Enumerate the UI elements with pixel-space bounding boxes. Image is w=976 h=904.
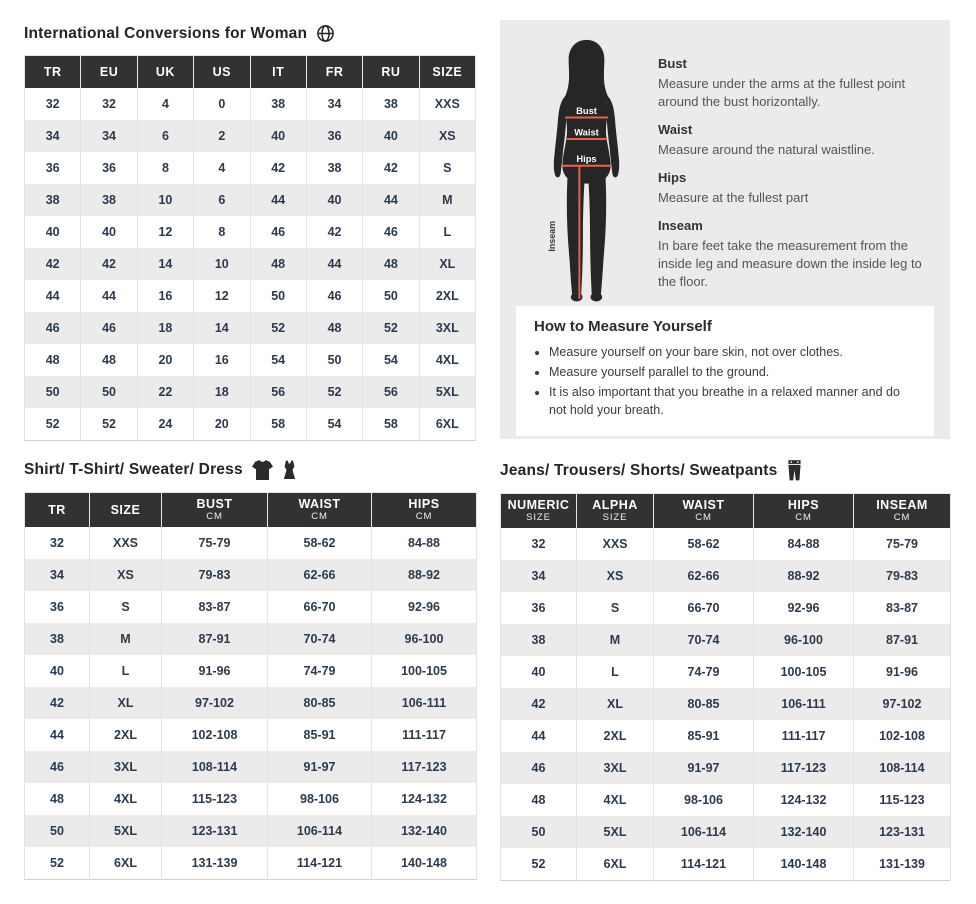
table-cell: XL	[90, 687, 162, 719]
table-cell: 70-74	[654, 624, 754, 656]
table-cell: 79-83	[854, 560, 951, 592]
table-cell: 80-85	[654, 688, 754, 720]
table-cell: 2XL	[90, 719, 162, 751]
column-header: WAIST CM	[268, 493, 372, 528]
table-cell: 14	[194, 312, 250, 344]
dress-icon	[282, 460, 297, 480]
table-cell: 18	[137, 312, 193, 344]
column-header: HIPS CM	[372, 493, 477, 528]
measure-text-waist: Measure around the natural waistline.	[658, 141, 875, 157]
table-cell: 111-117	[754, 720, 854, 752]
table-cell: 70-74	[268, 623, 372, 655]
table-cell: 42	[25, 687, 90, 719]
table-cell: 46	[81, 312, 137, 344]
woman-silhouette-figure	[524, 38, 649, 306]
table-cell: 22	[137, 376, 193, 408]
figure-inseam-label: Inseam	[547, 220, 558, 252]
table-cell: 75-79	[162, 527, 268, 559]
column-header: IT	[250, 56, 306, 89]
jeans-title-row	[500, 460, 950, 481]
table-row	[25, 815, 477, 847]
measure-guide-panel	[500, 20, 950, 439]
table-row	[25, 783, 477, 815]
shirt-title-row	[24, 460, 476, 480]
table-cell: 0	[194, 88, 250, 120]
table-cell: 38	[501, 624, 577, 656]
table-cell: 34	[25, 559, 90, 591]
table-cell: 91-96	[854, 656, 951, 688]
table-cell: 32	[25, 88, 81, 120]
table-cell: 97-102	[854, 688, 951, 720]
table-cell: 87-91	[854, 624, 951, 656]
table-cell: 40	[306, 184, 362, 216]
table-row	[25, 184, 476, 216]
table-cell: 5XL	[577, 816, 654, 848]
table-cell: 2	[194, 120, 250, 152]
tshirt-icon	[252, 460, 273, 480]
table-cell: L	[577, 656, 654, 688]
table-cell: 40	[363, 120, 419, 152]
table-cell: M	[577, 624, 654, 656]
table-cell: 4	[194, 152, 250, 184]
column-header: EU	[81, 56, 137, 89]
table-cell: 34	[81, 120, 137, 152]
table-cell: 42	[81, 248, 137, 280]
column-header: HIPS CM	[754, 494, 854, 529]
table-cell: 124-132	[372, 783, 477, 815]
measure-text-hips: Measure at the fullest part	[658, 189, 809, 205]
table-row	[25, 687, 477, 719]
column-header: SIZE	[419, 56, 475, 89]
table-cell: 48	[25, 783, 90, 815]
column-header: NUMERIC SIZE	[501, 494, 577, 529]
table-cell: S	[577, 592, 654, 624]
table-cell: 36	[81, 152, 137, 184]
table-cell: 32	[501, 528, 577, 560]
table-row	[25, 376, 476, 408]
table-cell: 66-70	[268, 591, 372, 623]
column-header: FR	[306, 56, 362, 89]
table-cell: 54	[363, 344, 419, 376]
table-row	[501, 656, 951, 688]
table-cell: 4XL	[90, 783, 162, 815]
header-row	[501, 494, 951, 529]
column-header: INSEAM CM	[854, 494, 951, 529]
shirt-section-title: Shirt/ T-Shirt/ Sweater/ Dress	[24, 461, 243, 478]
measure-heading-bust: Bust	[658, 56, 687, 71]
table-cell: 32	[25, 527, 90, 559]
table-cell: 8	[137, 152, 193, 184]
table-cell: 48	[25, 344, 81, 376]
table-row	[25, 280, 476, 312]
table-cell: 5XL	[419, 376, 475, 408]
table-cell: 58	[363, 408, 419, 441]
how-to-measure-list	[534, 343, 916, 420]
table-cell: 40	[25, 216, 81, 248]
table-cell: 114-121	[268, 847, 372, 880]
table-row	[25, 152, 476, 184]
table-cell: 40	[250, 120, 306, 152]
table-cell: 34	[501, 560, 577, 592]
table-cell: 16	[137, 280, 193, 312]
table-cell: 44	[25, 280, 81, 312]
table-cell: 140-148	[372, 847, 477, 880]
table-cell: 96-100	[372, 623, 477, 655]
table-cell: 132-140	[754, 816, 854, 848]
measure-heading-inseam: Inseam	[658, 217, 703, 233]
column-header: WAIST CM	[654, 494, 754, 529]
table-cell: 100-105	[372, 655, 477, 687]
measure-text-inseam: In bare feet take the measurement from the inside leg and measure down the inside leg to the floor.	[658, 237, 922, 289]
table-cell: 44	[250, 184, 306, 216]
column-header: RU	[363, 56, 419, 89]
how-to-bullet: • Measure yourself parallel to the ground.	[549, 363, 916, 381]
table-cell: 42	[363, 152, 419, 184]
table-row	[501, 592, 951, 624]
table-cell: 3XL	[90, 751, 162, 783]
table-cell: 16	[194, 344, 250, 376]
table-cell: 48	[306, 312, 362, 344]
table-cell: 3XL	[577, 752, 654, 784]
table-cell: 100-105	[754, 656, 854, 688]
table-cell: 46	[363, 216, 419, 248]
table-row	[25, 216, 476, 248]
left-column	[24, 18, 476, 881]
table-cell: 50	[501, 816, 577, 848]
table-cell: 42	[501, 688, 577, 720]
table-cell: 98-106	[268, 783, 372, 815]
table-cell: 106-114	[268, 815, 372, 847]
table-cell: 123-131	[162, 815, 268, 847]
table-cell: 48	[250, 248, 306, 280]
table-row	[25, 655, 477, 687]
figure-hips-label: Hips	[576, 154, 597, 165]
table-cell: 50	[363, 280, 419, 312]
table-cell: 6XL	[419, 408, 475, 441]
table-cell: 44	[363, 184, 419, 216]
table-cell: 85-91	[268, 719, 372, 751]
table-row	[25, 527, 477, 559]
table-row	[25, 120, 476, 152]
table-cell: XS	[577, 560, 654, 592]
table-cell: M	[90, 623, 162, 655]
intl-title-row	[24, 24, 476, 43]
table-cell: 75-79	[854, 528, 951, 560]
right-column	[500, 18, 950, 881]
table-cell: 6	[194, 184, 250, 216]
table-cell: 36	[25, 152, 81, 184]
table-row	[501, 560, 951, 592]
figure-waist-label: Waist	[574, 127, 599, 138]
table-cell: 108-114	[854, 752, 951, 784]
table-row	[25, 751, 477, 783]
table-cell: 42	[306, 216, 362, 248]
table-cell: XS	[90, 559, 162, 591]
table-cell: 44	[501, 720, 577, 752]
intl-section-title: International Conversions for Woman	[24, 24, 308, 42]
column-header: UK	[137, 56, 193, 89]
table-cell: 40	[501, 656, 577, 688]
table-cell: 52	[363, 312, 419, 344]
table-cell: 140-148	[754, 848, 854, 881]
table-cell: 91-97	[654, 752, 754, 784]
table-cell: 20	[194, 408, 250, 441]
table-cell: 36	[501, 592, 577, 624]
table-cell: 50	[306, 344, 362, 376]
measure-heading-waist: Waist	[658, 121, 693, 137]
table-row	[501, 752, 951, 784]
table-cell: 96-100	[754, 624, 854, 656]
table-row	[25, 591, 477, 623]
table-cell: 85-91	[654, 720, 754, 752]
how-to-measure-box	[516, 306, 934, 436]
table-cell: 6	[137, 120, 193, 152]
table-cell: 106-111	[372, 687, 477, 719]
table-cell: 80-85	[268, 687, 372, 719]
table-cell: 98-106	[654, 784, 754, 816]
table-cell: 4XL	[577, 784, 654, 816]
table-row	[501, 624, 951, 656]
figure-area	[516, 36, 658, 306]
table-cell: 84-88	[372, 527, 477, 559]
table-cell: 58-62	[654, 528, 754, 560]
table-cell: 111-117	[372, 719, 477, 751]
table-row	[501, 816, 951, 848]
table-cell: 2XL	[577, 720, 654, 752]
table-cell: 36	[25, 591, 90, 623]
table-cell: 131-139	[162, 847, 268, 880]
column-header: TR	[25, 493, 90, 528]
table-cell: XXS	[577, 528, 654, 560]
pants-icon	[787, 460, 802, 481]
table-cell: 52	[25, 847, 90, 880]
table-cell: 83-87	[162, 591, 268, 623]
table-cell: 8	[194, 216, 250, 248]
table-cell: 74-79	[268, 655, 372, 687]
table-cell: 4XL	[419, 344, 475, 376]
table-cell: 52	[501, 848, 577, 881]
table-cell: 123-131	[854, 816, 951, 848]
table-cell: L	[90, 655, 162, 687]
table-cell: 44	[306, 248, 362, 280]
table-cell: 66-70	[654, 592, 754, 624]
table-cell: 102-108	[854, 720, 951, 752]
table-cell: 38	[306, 152, 362, 184]
table-cell: 10	[194, 248, 250, 280]
table-cell: 34	[25, 120, 81, 152]
table-cell: 38	[25, 623, 90, 655]
table-cell: 50	[25, 815, 90, 847]
table-row	[25, 248, 476, 280]
table-cell: 62-66	[268, 559, 372, 591]
table-row	[501, 720, 951, 752]
table-cell: 131-139	[854, 848, 951, 881]
table-cell: 115-123	[854, 784, 951, 816]
table-cell: 108-114	[162, 751, 268, 783]
jeans-section-title: Jeans/ Trousers/ Shorts/ Sweatpants	[500, 461, 778, 479]
table-cell: 52	[250, 312, 306, 344]
table-row	[501, 528, 951, 560]
table-cell: 42	[25, 248, 81, 280]
table-row	[501, 784, 951, 816]
table-cell: 54	[250, 344, 306, 376]
table-cell: 18	[194, 376, 250, 408]
table-cell: 79-83	[162, 559, 268, 591]
table-cell: 52	[25, 408, 81, 441]
table-cell: XL	[577, 688, 654, 720]
table-cell: 117-123	[754, 752, 854, 784]
table-cell: 5XL	[90, 815, 162, 847]
measure-guide-top	[500, 20, 950, 306]
table-cell: 6XL	[577, 848, 654, 881]
table-row	[501, 688, 951, 720]
shirt-size-table	[24, 492, 477, 880]
table-cell: 48	[363, 248, 419, 280]
table-cell: 58-62	[268, 527, 372, 559]
table-cell: 38	[81, 184, 137, 216]
table-cell: M	[419, 184, 475, 216]
table-cell: 91-97	[268, 751, 372, 783]
table-cell: 38	[250, 88, 306, 120]
column-header: ALPHA SIZE	[577, 494, 654, 529]
table-cell: 106-111	[754, 688, 854, 720]
table-cell: 62-66	[654, 560, 754, 592]
table-cell: 10	[137, 184, 193, 216]
table-cell: 2XL	[419, 280, 475, 312]
table-cell: 14	[137, 248, 193, 280]
table-cell: XXS	[419, 88, 475, 120]
table-row	[25, 847, 477, 880]
table-cell: 12	[194, 280, 250, 312]
table-cell: 40	[25, 655, 90, 687]
table-cell: 58	[250, 408, 306, 441]
table-cell: 117-123	[372, 751, 477, 783]
table-cell: 97-102	[162, 687, 268, 719]
intl-conversion-table	[24, 55, 476, 441]
table-cell: XL	[419, 248, 475, 280]
table-cell: 102-108	[162, 719, 268, 751]
table-cell: 38	[25, 184, 81, 216]
table-cell: 84-88	[754, 528, 854, 560]
table-row	[25, 88, 476, 120]
column-header: US	[194, 56, 250, 89]
column-header: BUST CM	[162, 493, 268, 528]
table-cell: 46	[25, 751, 90, 783]
how-to-bullet: • Measure yourself on your bare skin, not over clothes.	[549, 343, 916, 361]
column-header: SIZE	[90, 493, 162, 528]
how-to-measure-title: How to Measure Yourself	[534, 318, 712, 335]
table-cell: 44	[81, 280, 137, 312]
table-cell: 54	[306, 408, 362, 441]
table-cell: 42	[250, 152, 306, 184]
table-cell: 56	[250, 376, 306, 408]
table-cell: 34	[306, 88, 362, 120]
table-cell: L	[419, 216, 475, 248]
table-cell: 124-132	[754, 784, 854, 816]
globe-icon	[316, 24, 335, 43]
table-cell: 50	[81, 376, 137, 408]
jeans-size-table	[500, 493, 951, 881]
table-cell: 132-140	[372, 815, 477, 847]
header-row	[25, 493, 477, 528]
table-cell: 74-79	[654, 656, 754, 688]
table-cell: 87-91	[162, 623, 268, 655]
table-cell: 50	[25, 376, 81, 408]
table-cell: 115-123	[162, 783, 268, 815]
table-cell: 12	[137, 216, 193, 248]
figure-bust-label: Bust	[576, 105, 597, 116]
table-cell: 114-121	[654, 848, 754, 881]
table-cell: 46	[25, 312, 81, 344]
column-header: TR	[25, 56, 81, 89]
table-cell: 4	[137, 88, 193, 120]
table-cell: 46	[306, 280, 362, 312]
table-cell: 92-96	[754, 592, 854, 624]
table-cell: 3XL	[419, 312, 475, 344]
table-row	[25, 344, 476, 376]
table-cell: 46	[501, 752, 577, 784]
table-cell: 88-92	[754, 560, 854, 592]
table-row	[25, 719, 477, 751]
table-cell: 48	[501, 784, 577, 816]
table-cell: 106-114	[654, 816, 754, 848]
how-to-bullet: • It is also important that you breathe in a relaxed manner and do not hold your breath.	[549, 383, 916, 419]
table-cell: 48	[81, 344, 137, 376]
table-row	[25, 312, 476, 344]
table-row	[25, 408, 476, 441]
table-cell: 52	[81, 408, 137, 441]
table-cell: 92-96	[372, 591, 477, 623]
table-cell: 32	[81, 88, 137, 120]
table-cell: 83-87	[854, 592, 951, 624]
table-cell: 88-92	[372, 559, 477, 591]
table-cell: 20	[137, 344, 193, 376]
measure-heading-hips: Hips	[658, 169, 687, 185]
table-row	[25, 559, 477, 591]
table-cell: XS	[419, 120, 475, 152]
table-cell: 38	[363, 88, 419, 120]
table-cell: 91-96	[162, 655, 268, 687]
header-row	[25, 56, 476, 89]
measure-descriptions	[658, 36, 932, 306]
measure-text-bust: Measure under the arms at the fullest point around the bust horizontally.	[658, 76, 906, 109]
table-cell: S	[90, 591, 162, 623]
table-cell: 56	[363, 376, 419, 408]
table-cell: 24	[137, 408, 193, 441]
table-cell: 44	[25, 719, 90, 751]
table-cell: 46	[250, 216, 306, 248]
table-row	[501, 848, 951, 881]
table-cell: S	[419, 152, 475, 184]
table-cell: 40	[81, 216, 137, 248]
table-cell: 36	[306, 120, 362, 152]
table-cell: 50	[250, 280, 306, 312]
table-cell: 6XL	[90, 847, 162, 880]
table-cell: 52	[306, 376, 362, 408]
table-row	[25, 623, 477, 655]
table-cell: XXS	[90, 527, 162, 559]
